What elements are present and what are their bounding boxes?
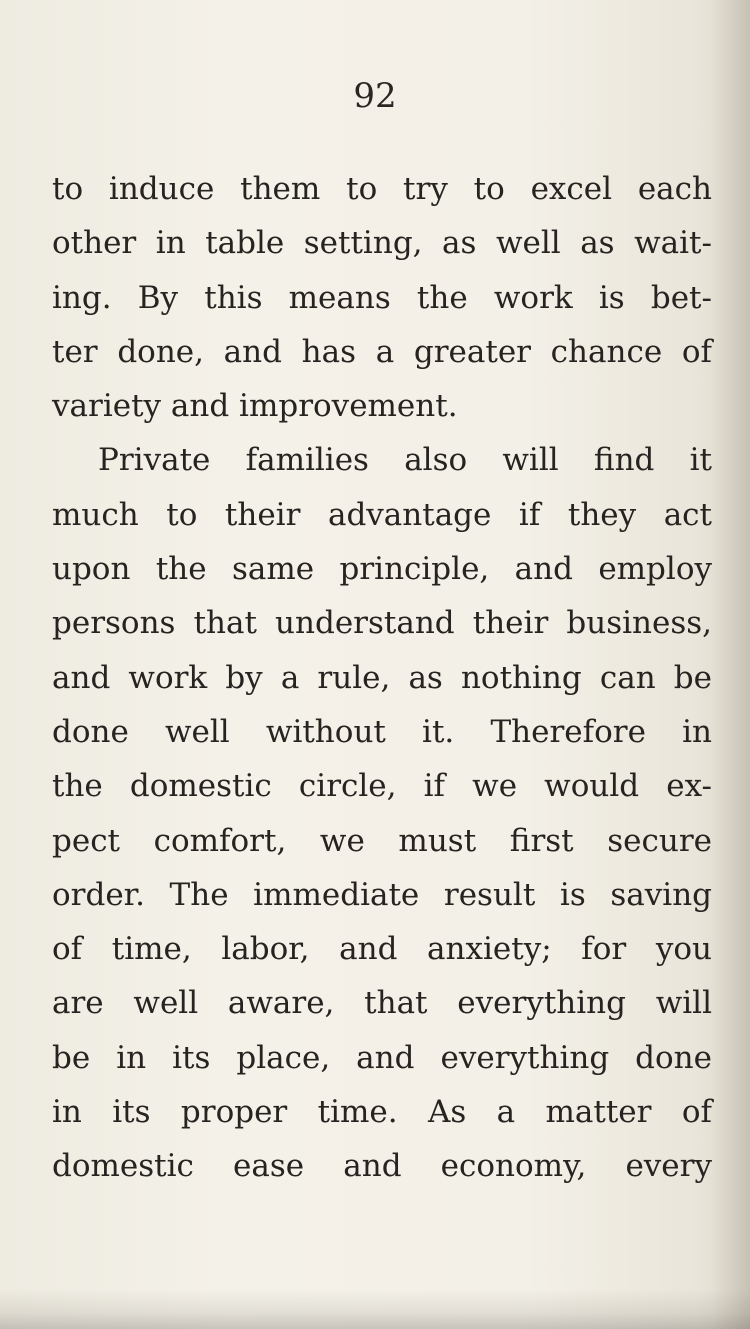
text-line: ter done, and has a greater chance of	[52, 333, 712, 370]
text-line: to induce them to try to excel each	[52, 171, 712, 207]
text-line: variety and improvement.	[52, 388, 458, 425]
text-line: pect comfort, we must first secure	[52, 822, 712, 859]
text-line: Private families also will find it	[98, 442, 712, 479]
text-line: of time, labor, and anxiety; for you	[52, 931, 712, 968]
text-line: ing. By this means the work is bet-	[52, 279, 712, 316]
text-line: are well aware, that everything will	[52, 985, 712, 1022]
page-number: 92	[353, 76, 397, 116]
text-line: persons that understand their business,	[52, 605, 712, 642]
text-line: much to their advantage if they act	[52, 496, 712, 533]
text-line: other in table setting, as well as wait-	[52, 225, 712, 262]
page-gutter-shadow	[712, 0, 750, 1329]
body-text	[52, 162, 712, 1194]
text-line: domestic ease and economy, every	[52, 1148, 712, 1185]
text-line: the domestic circle, if we would ex-	[52, 768, 712, 805]
text-line: order. The immediate result is saving	[52, 876, 712, 913]
text-line: be in its place, and everything done	[52, 1039, 712, 1076]
text-line: done well without it. Therefore in	[52, 713, 712, 750]
text-line: and work by a rule, as nothing can be	[52, 659, 712, 696]
page-bottom-shadow	[0, 1289, 750, 1329]
text-line: upon the same principle, and employ	[52, 551, 712, 588]
text-line: in its proper time. As a matter of	[52, 1094, 712, 1131]
